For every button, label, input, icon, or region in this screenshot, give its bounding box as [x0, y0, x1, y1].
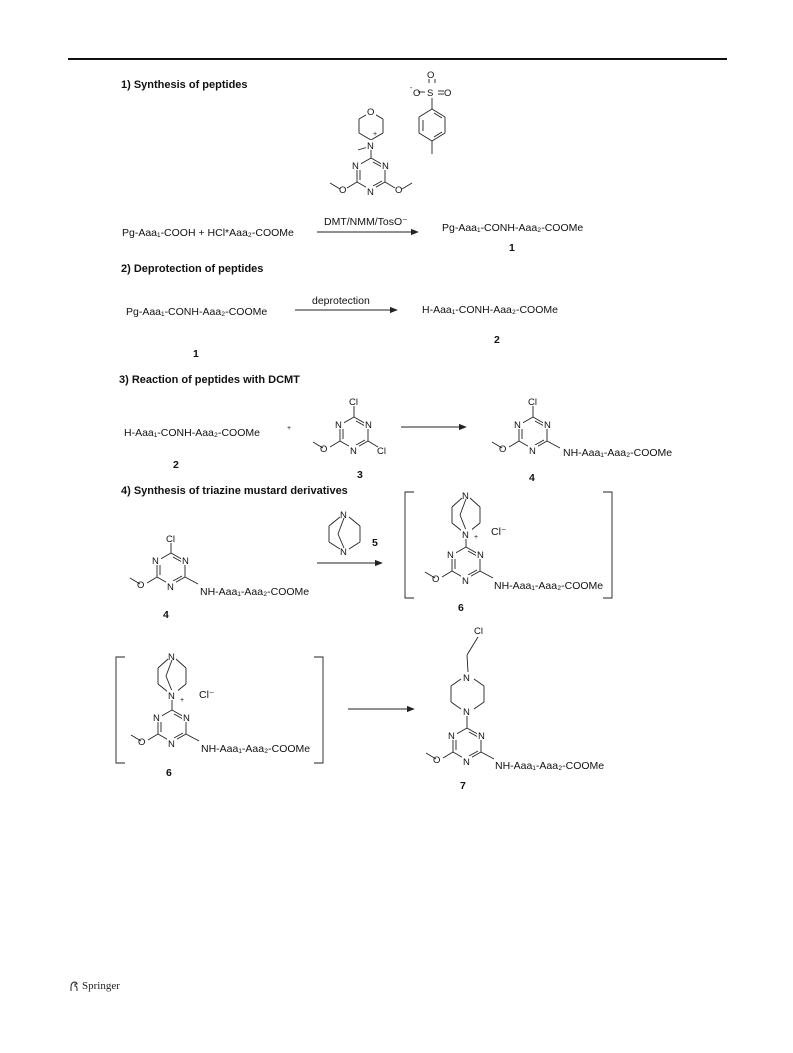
right-bracket [603, 492, 612, 598]
svg-text:N: N [340, 510, 347, 521]
compound-number-1: 1 [509, 242, 515, 254]
svg-text:N: N [478, 731, 485, 742]
svg-text:N: N [463, 707, 470, 718]
reaction1-product: Pg-Aaa₁-CONH-Aaa₂-COOMe [442, 222, 584, 234]
compound-number-4b: 4 [163, 609, 169, 621]
svg-text:N: N [168, 739, 175, 750]
compound-number-5: 5 [372, 537, 378, 549]
footer [69, 980, 120, 992]
svg-text:N: N [448, 731, 455, 742]
reactant-6-substituent: NH-Aaa₁-Aaa₂-COOMe [201, 743, 311, 755]
svg-text:N: N [367, 141, 374, 152]
svg-text:N: N [340, 547, 347, 558]
svg-text:S: S [427, 88, 434, 99]
svg-text:O: O [444, 88, 452, 99]
compound-number-3: 3 [357, 469, 363, 481]
section-3-heading: 3) Reaction of peptides with DCMT [119, 374, 300, 386]
dabco-structure [329, 510, 360, 558]
svg-text:O: O [433, 755, 441, 766]
svg-text:N: N [447, 550, 454, 561]
svg-text:N: N [544, 420, 551, 431]
svg-text:N: N [463, 673, 470, 684]
svg-text:O: O [432, 574, 440, 585]
section-2-heading: 2) Deprotection of peptides [121, 263, 264, 275]
svg-text:N: N [352, 161, 359, 172]
svg-text:O: O [138, 737, 146, 748]
reaction1-reactants: Pg-Aaa₁-COOH + HCl*Aaa₂-COOMe [122, 227, 294, 239]
svg-text:O: O [367, 107, 375, 118]
reaction1-reagent: DMT/NMM/TosO⁻ [324, 216, 408, 228]
svg-text:N: N [463, 757, 470, 768]
svg-text:N: N [350, 446, 357, 457]
svg-text:N: N [382, 161, 389, 172]
reaction2-reactant: Pg-Aaa₁-CONH-Aaa₂-COOMe [126, 306, 268, 318]
svg-text:O: O [339, 185, 347, 196]
reactant-4-structure [130, 534, 198, 593]
svg-text:N: N [462, 576, 469, 587]
svg-text:Cl: Cl [528, 397, 537, 408]
compound-number-4: 4 [529, 472, 535, 484]
reaction2-product: H-Aaa₁-CONH-Aaa₂-COOMe [422, 304, 558, 316]
compound-number-2b: 2 [173, 459, 179, 471]
svg-text:+: + [474, 534, 479, 541]
svg-text:Cl: Cl [349, 397, 358, 408]
svg-text:N: N [168, 652, 175, 663]
svg-text:N: N [153, 713, 160, 724]
compound-number-1b: 1 [193, 348, 199, 360]
intermediate-6-substituent: NH-Aaa₁-Aaa₂-COOMe [494, 580, 604, 592]
svg-text:O: O [395, 185, 403, 196]
svg-text:O: O [320, 444, 328, 455]
svg-text:+: + [180, 697, 185, 704]
left-bracket [405, 492, 414, 598]
svg-text:+: + [373, 131, 378, 138]
product-4-structure [492, 397, 560, 457]
svg-text:N: N [514, 420, 521, 431]
reaction2-reagent: deprotection [312, 295, 370, 307]
svg-text:N: N [477, 550, 484, 561]
compound-number-6b: 6 [166, 767, 172, 779]
svg-text:N: N [365, 420, 372, 431]
svg-text:Cl: Cl [474, 626, 483, 637]
svg-text:N: N [367, 187, 374, 198]
section-4-heading: 4) Synthesis of triazine mustard derivatives [121, 485, 348, 497]
svg-text:N: N [462, 491, 469, 502]
svg-text:N: N [335, 420, 342, 431]
svg-text:-: - [410, 85, 413, 92]
compound-number-6: 6 [458, 602, 464, 614]
product-7-structure [426, 626, 494, 768]
svg-text:O: O [137, 580, 145, 591]
svg-text:O: O [413, 88, 421, 99]
intermediate-6-counterion: Cl⁻ [491, 526, 507, 538]
right-bracket-2 [314, 657, 323, 763]
dcmt-structure [313, 397, 386, 457]
svg-text:N: N [152, 556, 159, 567]
reactant-6-counterion: Cl⁻ [199, 689, 215, 701]
svg-text:N: N [529, 446, 536, 457]
svg-text:N: N [167, 582, 174, 593]
svg-text:O: O [427, 70, 435, 81]
dmt-tosylate-structure [330, 70, 451, 198]
springer-horse-icon [69, 981, 79, 992]
section-1-heading: 1) Synthesis of peptides [121, 79, 248, 91]
compound-number-2: 2 [494, 334, 500, 346]
reactant-4-substituent: NH-Aaa₁-Aaa₂-COOMe [200, 586, 310, 598]
publisher-name: Springer [82, 980, 120, 992]
svg-text:N: N [183, 713, 190, 724]
svg-text:Cl: Cl [377, 446, 386, 457]
compound-number-7: 7 [460, 780, 466, 792]
product-7-substituent: NH-Aaa₁-Aaa₂-COOMe [495, 760, 605, 772]
left-bracket-2 [116, 657, 125, 763]
svg-text:N: N [462, 530, 469, 541]
plus-sign: + [287, 425, 292, 432]
reaction3-reactant: H-Aaa₁-CONH-Aaa₂-COOMe [124, 427, 260, 439]
product-4-substituent: NH-Aaa₁-Aaa₂-COOMe [563, 447, 673, 459]
svg-text:N: N [182, 556, 189, 567]
svg-text:O: O [499, 444, 507, 455]
svg-text:N: N [168, 691, 175, 702]
svg-text:Cl: Cl [166, 534, 175, 545]
